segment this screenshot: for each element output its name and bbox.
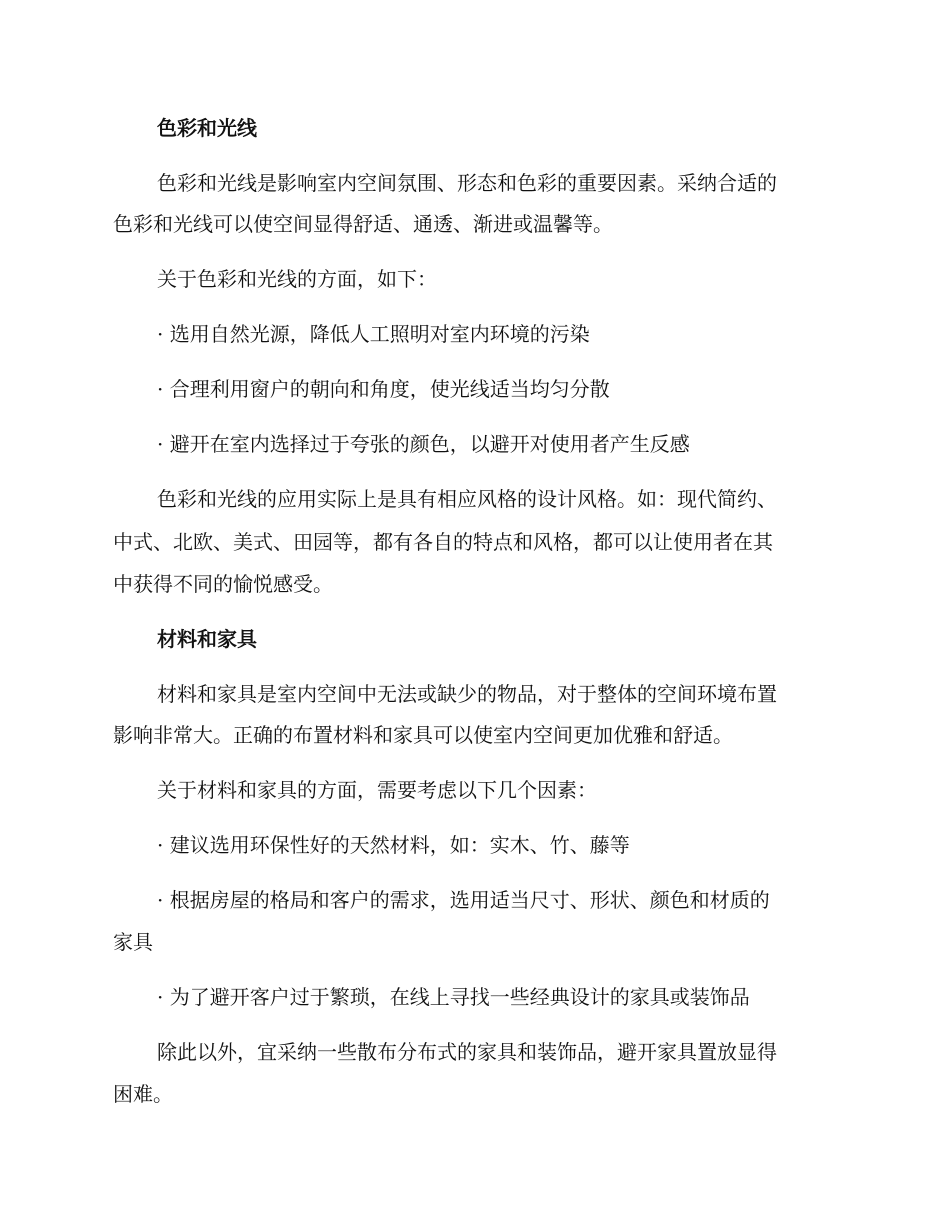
paragraph-line: 除此以外，宜采纳一些散布分布式的家具和装饰品，避开家具置放显得: [157, 1040, 777, 1064]
paragraph-line: 色彩和光线可以使空间显得舒适、通透、渐进或温馨等。: [113, 212, 613, 236]
section-heading: 色彩和光线: [157, 116, 257, 140]
paragraph-line: 中式、北欧、美式、田园等，都有各自的特点和风格，都可以让使用者在其: [113, 530, 773, 554]
paragraph-intro: 关于色彩和光线的方面，如下：: [157, 267, 437, 291]
section-heading: 材料和家具: [157, 627, 257, 651]
bullet-item: · 为了避开客户过于繁琐，在线上寻找一些经典设计的家具或装饰品: [157, 985, 750, 1009]
paragraph-line: 困难。: [113, 1082, 173, 1106]
bullet-item: · 选用自然光源，降低人工照明对室内环境的污染: [157, 322, 590, 346]
bullet-continuation: 家具: [113, 930, 153, 954]
paragraph-line: 影响非常大。正确的布置材料和家具可以使室内空间更加优雅和舒适。: [113, 723, 733, 747]
paragraph-line: 中获得不同的愉悦感受。: [113, 572, 333, 596]
bullet-item: · 根据房屋的格局和客户的需求，选用适当尺寸、形状、颜色和材质的: [157, 888, 770, 912]
paragraph-line: 材料和家具是室内空间中无法或缺少的物品，对于整体的空间环境布置: [157, 682, 777, 706]
paragraph-line: 色彩和光线是影响室内空间氛围、形态和色彩的重要因素。采纳合适的: [157, 171, 777, 195]
bullet-item: · 建议选用环保性好的天然材料，如：实木、竹、藤等: [157, 833, 630, 857]
bullet-item: · 合理利用窗户的朝向和角度，使光线适当均匀分散: [157, 377, 610, 401]
bullet-item: · 避开在室内选择过于夸张的颜色，以避开对使用者产生反感: [157, 432, 690, 456]
paragraph-intro: 关于材料和家具的方面，需要考虑以下几个因素：: [157, 778, 597, 802]
paragraph-line: 色彩和光线的应用实际上是具有相应风格的设计风格。如：现代简约、: [157, 487, 777, 511]
